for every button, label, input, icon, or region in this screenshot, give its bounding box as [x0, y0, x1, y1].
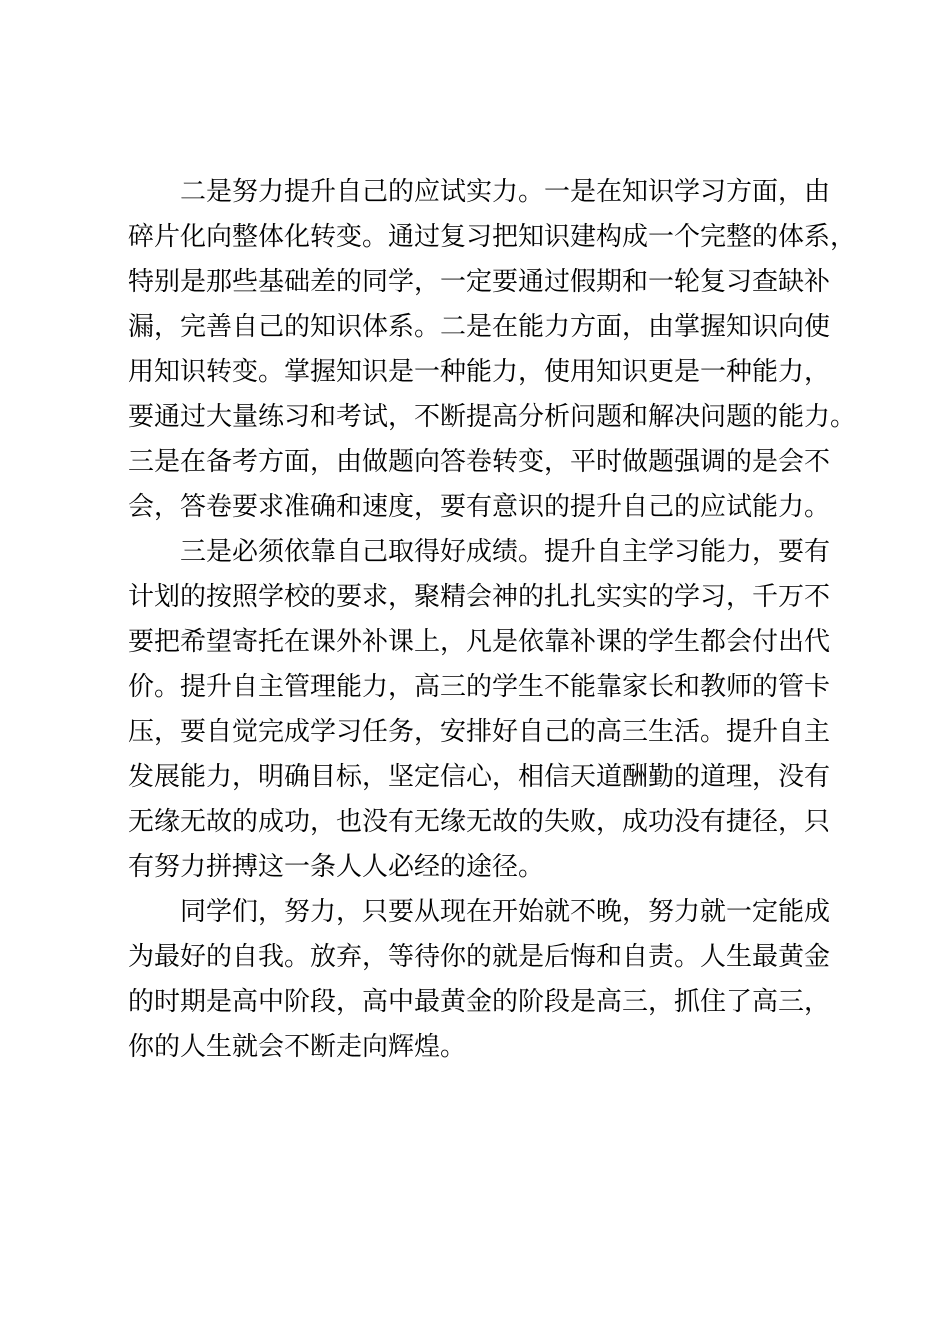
paragraph-line: 发展能力，明确目标，坚定信心，相信天道酬勤的道理，没有: [128, 762, 831, 792]
paragraph-line: 二是努力提升自己的应试实力。一是在知识学习方面，由: [128, 177, 831, 207]
paragraph-line: 同学们，努力，只要从现在开始就不晚，努力就一定能成: [128, 897, 831, 927]
paragraph-line: 为最好的自我。放弃，等待你的就是后悔和自责。人生最黄金: [128, 942, 831, 972]
paragraph-line: 用知识转变。掌握知识是一种能力，使用知识更是一种能力，: [128, 357, 831, 387]
paragraph-line: 你的人生就会不断走向辉煌。: [128, 1032, 467, 1062]
paragraph-line: 计划的按照学校的要求，聚精会神的扎扎实实的学习，千万不: [128, 582, 831, 612]
paragraph-1: [128, 170, 857, 530]
paragraph-line: 价。提升自主管理能力，高三的学生不能靠家长和教师的管卡: [128, 672, 831, 702]
paragraph-line: 无缘无故的成功，也没有无缘无故的失败，成功没有捷径，只: [128, 807, 831, 837]
paragraph-line: 碎片化向整体化转变。通过复习把知识建构成一个完整的体系，: [128, 222, 857, 252]
paragraph-line: 三是在备考方面，由做题向答卷转变，平时做题强调的是会不: [128, 447, 831, 477]
paragraph-line: 会，答卷要求准确和速度，要有意识的提升自己的应试能力。: [128, 492, 831, 522]
paragraph-line: 要通过大量练习和考试，不断提高分析问题和解决问题的能力。: [128, 402, 857, 432]
document-body: [128, 170, 857, 1070]
paragraph-line: 漏，完善自己的知识体系。二是在能力方面，由掌握知识向使: [128, 312, 831, 342]
paragraph-3: [128, 890, 848, 1070]
paragraph-line: 压，要自觉完成学习任务，安排好自己的高三生活。提升自主: [128, 717, 831, 747]
paragraph-line: 要把希望寄托在课外补课上，凡是依靠补课的学生都会付出代: [128, 627, 831, 657]
paragraph-line: 的时期是高中阶段，高中最黄金的阶段是高三，抓住了高三，: [128, 987, 831, 1017]
paragraph-line: 特别是那些基础差的同学，一定要通过假期和一轮复习查缺补: [128, 267, 831, 297]
paragraph-line: 三是必须依靠自己取得好成绩。提升自主学习能力，要有: [128, 537, 831, 567]
paragraph-line: 有努力拼搏这一条人人必经的途径。: [128, 852, 545, 882]
paragraph-2: [128, 530, 848, 890]
